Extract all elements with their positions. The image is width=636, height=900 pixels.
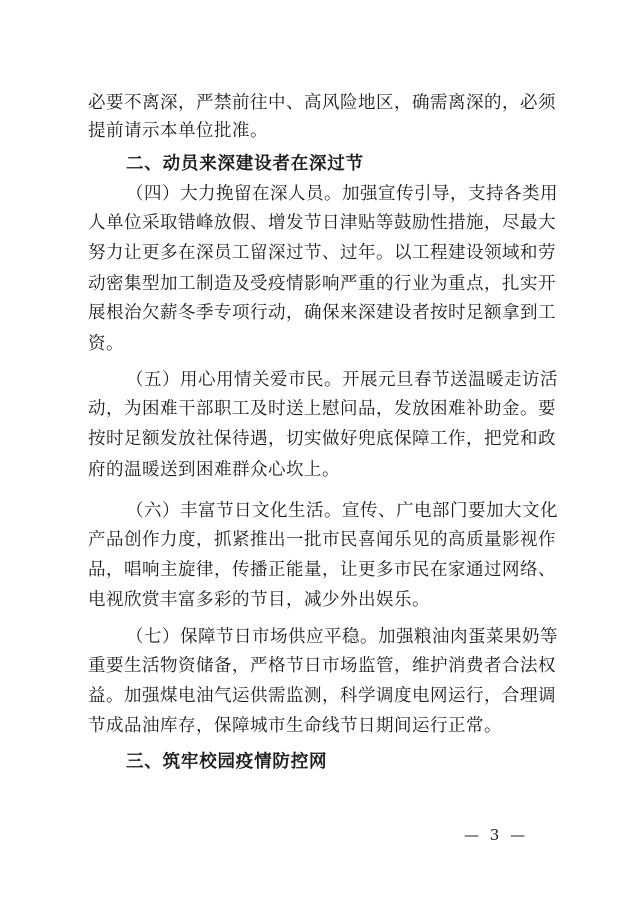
body-text-line: （五）用心用情关爱市民。开展元旦春节送温暖走访活 (126, 370, 558, 390)
body-text-line: 品，唱响主旋律，传播正能量，让更多市民在家通过网络、 (88, 560, 556, 580)
body-text-line: 动密集型加工制造及受疫情影响严重的行业为重点，扎实开 (88, 274, 556, 294)
body-text-line: （六）丰富节日文化生活。宣传、广电部门要加大文化 (126, 501, 558, 521)
body-text-line: 重要生活物资储备，严格节日市场监管，维护消费者合法权 (88, 656, 556, 676)
body-text-line: 必要不离深，严禁前往中、高风险地区，确需离深的，必须 (88, 93, 556, 113)
body-text-line: 产品创作力度，抓紧推出一批市民喜闻乐见的高质量影视作 (88, 530, 556, 550)
body-text-line: 展根治欠薪冬季专项行动，确保来深建设者按时足额拿到工 (88, 303, 556, 323)
body-text-line: 提前请示本单位批准。 (88, 121, 268, 141)
section-heading: 二、动员来深建设者在深过节 (126, 154, 364, 174)
page-number: — 3 — (464, 826, 529, 844)
body-text-line: 节成品油库存，保障城市生命线节日期间运行正常。 (88, 716, 502, 736)
body-text-line: 资。 (88, 334, 124, 354)
body-text-line: 电视欣赏丰富多彩的节目，减少外出娱乐。 (88, 590, 430, 610)
body-text-line: 府的温暖送到困难群众心坎上。 (88, 460, 340, 480)
body-text-line: （四）大力挽留在深人员。加强宣传引导，支持各类用 (126, 184, 558, 204)
body-text-line: 按时足额发放社保待遇，切实做好兜底保障工作，把党和政 (88, 429, 556, 449)
body-text-line: 益。加强煤电油气运供需监测，科学调度电网运行，合理调 (88, 686, 556, 706)
body-text-line: 人单位采取错峰放假、增发节日津贴等鼓励性措施，尽最大 (88, 213, 556, 233)
body-text-line: 动，为困难干部职工及时送上慰问品，发放困难补助金。要 (88, 399, 556, 419)
body-text-line: 努力让更多在深员工留深过节、过年。以工程建设领域和劳 (88, 243, 556, 263)
body-text-line: （七）保障节日市场供应平稳。加强粮油肉蛋菜果奶等 (126, 627, 558, 647)
section-heading: 三、筑牢校园疫情防控网 (126, 752, 328, 772)
